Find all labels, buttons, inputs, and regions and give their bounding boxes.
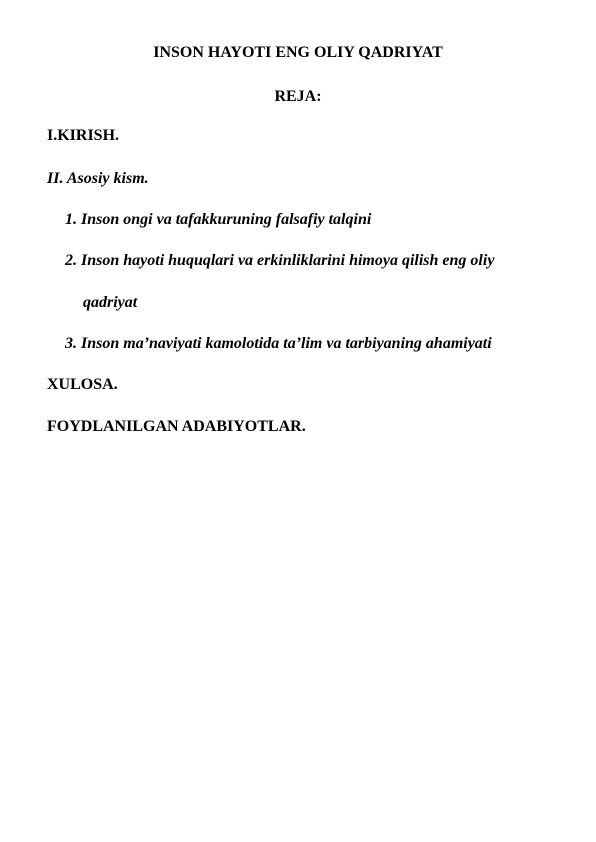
introduction-heading: I.KIRISH. [47, 127, 120, 144]
plan-item-2: 2. Inson hayoti huquqlari va erkinliklarini himoya qilish eng oliy [65, 252, 495, 269]
conclusion-heading: XULOSA. [47, 376, 118, 393]
document-title: INSON HAYOTI ENG OLIY QADRIYAT [153, 44, 443, 61]
plan-item-1: 1. Inson ongi va tafakkuruning falsafiy talqini [65, 211, 372, 228]
references-heading: FOYDLANILGAN ADABIYOTLAR. [47, 418, 306, 435]
plan-heading: REJA: [274, 88, 322, 105]
main-part-heading: II. Asosiy kism. [47, 170, 149, 187]
plan-item-3: 3. Inson ma’naviyati kamolotida ta’lim va tarbiyaning ahamiyati [65, 335, 492, 352]
plan-item-2-continuation: qadriyat [83, 294, 138, 311]
